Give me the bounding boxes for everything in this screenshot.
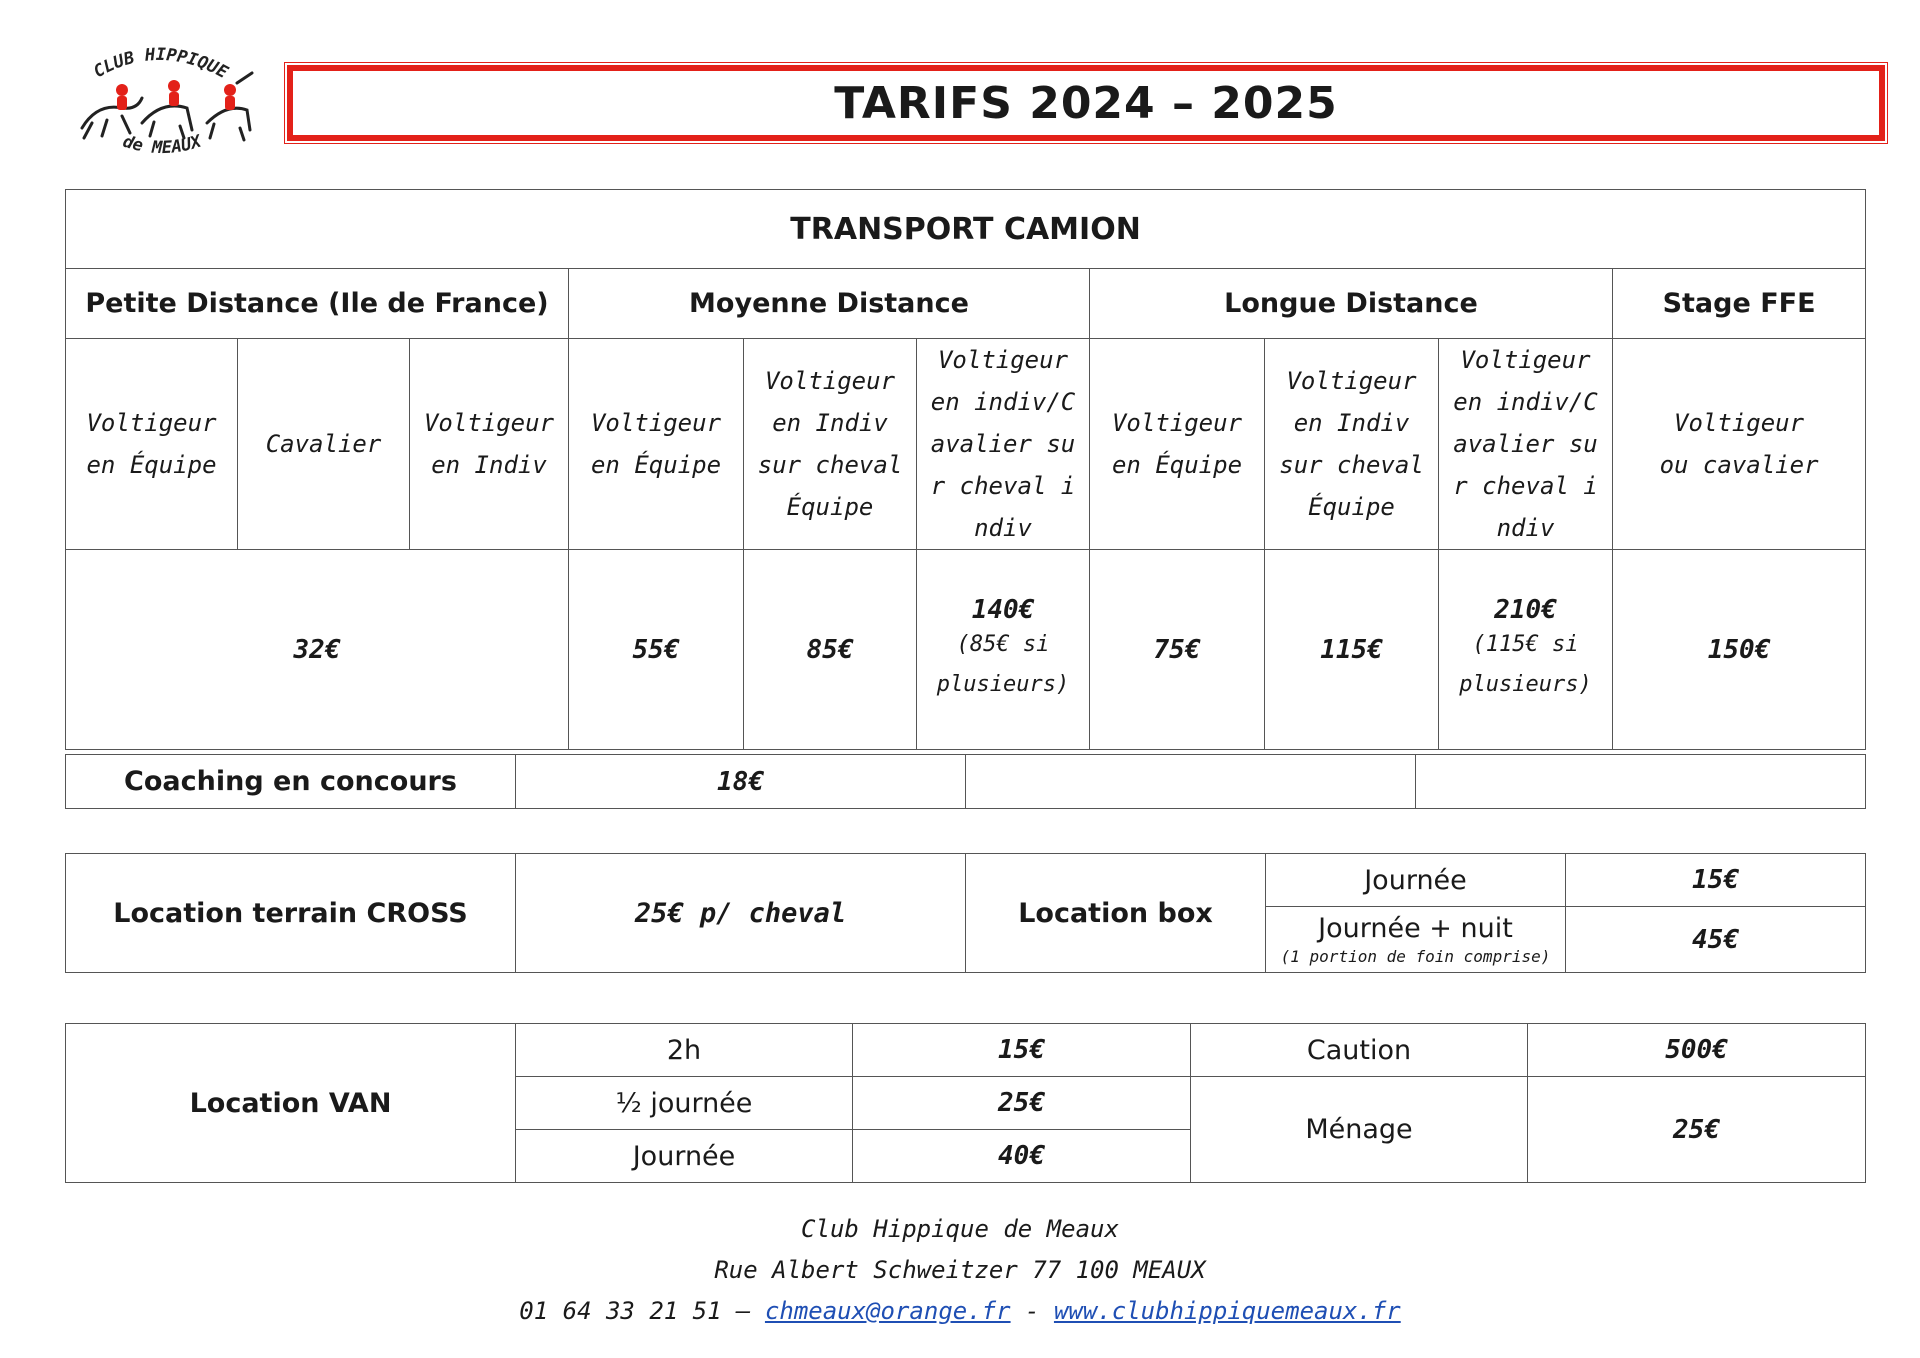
van-price: 40€ [853, 1130, 1191, 1183]
caution-price: 500€ [1528, 1024, 1866, 1077]
empty-cell [966, 755, 1416, 809]
van-table [65, 1023, 1866, 1183]
sub-header: Voltigeur en Équipe [569, 339, 744, 550]
menage-label: Ménage [1191, 1077, 1528, 1183]
sub-header: Voltigeur ou cavalier [1613, 339, 1866, 550]
price-stage: 150€ [1613, 550, 1866, 750]
website-link[interactable]: www.clubhippiquemeaux.fr [1053, 1297, 1401, 1325]
footer-separator: - [1010, 1297, 1054, 1325]
price-long-cavalier-cell [1439, 550, 1613, 750]
price-long-cavalier-note: (115€ si plusieurs) [1459, 631, 1592, 697]
email-link[interactable]: chmeaux@orange.fr [764, 1297, 1011, 1325]
price-long-cavalier: 210€ [1494, 594, 1557, 625]
footer-name: Club Hippique de Meaux [801, 1215, 1119, 1243]
sub-header: Voltigeur en indiv/Cavalier sur cheval indiv [917, 339, 1090, 550]
price-long-indiv: 115€ [1265, 550, 1439, 750]
price-moy-indiv: 85€ [744, 550, 917, 750]
footer-contact [0, 1297, 1920, 1325]
transport-table [65, 189, 1866, 750]
price-moy-cavalier-cell [917, 550, 1090, 750]
group-moyenne: Moyenne Distance [569, 269, 1090, 339]
price-petite: 32€ [66, 550, 569, 750]
sub-header: Voltigeur en Indiv [410, 339, 569, 550]
coaching-price: 18€ [516, 755, 966, 809]
price-long-equipe: 75€ [1090, 550, 1265, 750]
menage-price: 25€ [1528, 1077, 1866, 1183]
van-duration: 2h [516, 1024, 853, 1077]
group-petite: Petite Distance (Ile de France) [66, 269, 569, 339]
van-duration: ½ journée [516, 1077, 853, 1130]
page-title: TARIFS 2024 – 2025 [834, 77, 1338, 129]
cross-price: 25€ p/ cheval [516, 854, 966, 973]
price-moy-cavalier: 140€ [971, 594, 1035, 625]
sub-header: Voltigeur en Équipe [1090, 339, 1265, 550]
cross-label: Location terrain CROSS [66, 854, 516, 973]
coaching-table [65, 754, 1866, 809]
box-nuit-cell [1266, 907, 1566, 973]
sub-header: Voltigeur en indiv/Cavalier sur cheval indiv [1439, 339, 1613, 550]
van-duration: Journée [516, 1130, 853, 1183]
box-nuit-label: Journée + nuit [1318, 912, 1513, 944]
van-price: 15€ [853, 1024, 1191, 1077]
box-label: Location box [966, 854, 1266, 973]
caution-label: Caution [1191, 1024, 1528, 1077]
footer-address: Rue Albert Schweitzer 77 100 MEAUX [714, 1256, 1206, 1284]
location-table [65, 853, 1866, 973]
group-longue: Longue Distance [1090, 269, 1613, 339]
logo-top-text: CLUB HIPPIQUE [90, 44, 232, 83]
box-journee-price: 15€ [1566, 854, 1866, 907]
empty-cell [1416, 755, 1866, 809]
sub-header: Voltigeur en Indiv sur cheval Équipe [744, 339, 917, 550]
group-stage: Stage FFE [1613, 269, 1866, 339]
footer-separator: – [721, 1297, 765, 1325]
svg-text:de MEAUX [120, 131, 205, 158]
svg-text:CLUB HIPPIQUE [90, 45, 231, 83]
sub-header: Voltigeur en Équipe [66, 339, 238, 550]
transport-heading: TRANSPORT CAMION [66, 190, 1866, 269]
price-moy-equipe: 55€ [569, 550, 744, 750]
logo-bottom-text: de MEAUX [120, 131, 204, 159]
box-journee-label: Journée [1266, 854, 1566, 907]
van-price: 25€ [853, 1077, 1191, 1130]
sub-header: Cavalier [238, 339, 410, 550]
club-logo [62, 38, 262, 168]
box-nuit-note: (1 portion de foin comprise) [1280, 946, 1551, 966]
sub-header: Voltigeur en Indiv sur cheval Équipe [1265, 339, 1439, 550]
van-label: Location VAN [66, 1024, 516, 1183]
price-moy-cavalier-note: (85€ si plusieurs) [936, 631, 1070, 697]
coaching-label: Coaching en concours [66, 755, 516, 809]
footer-phone: 01 64 33 21 51 [519, 1297, 722, 1325]
title-banner [287, 65, 1885, 141]
box-nuit-price: 45€ [1566, 907, 1866, 973]
